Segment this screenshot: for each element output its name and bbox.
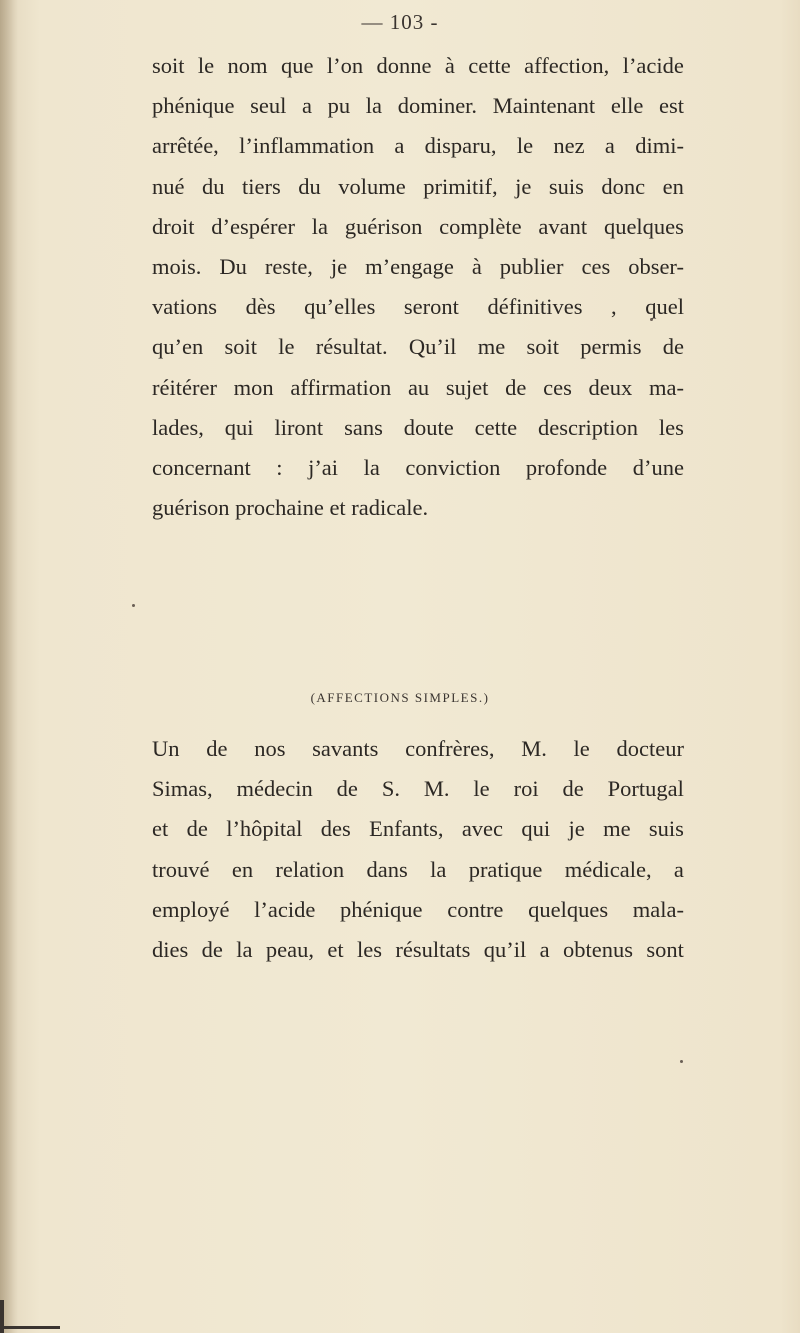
- word: le: [516, 133, 534, 159]
- word: docteur: [616, 736, 684, 761]
- word: liront: [274, 414, 324, 440]
- word: et: [327, 936, 344, 962]
- word: conviction: [405, 454, 501, 480]
- word: obser-: [628, 253, 684, 279]
- word: d’une: [632, 454, 684, 480]
- word: obtenus: [562, 936, 633, 962]
- word: nez: [553, 133, 585, 159]
- word: l’inflammation: [239, 133, 375, 159]
- word: le: [473, 776, 490, 802]
- word: suis: [648, 816, 684, 842]
- word: qu’elles: [304, 294, 376, 320]
- word: Simas,: [152, 776, 213, 802]
- word: affection,: [524, 53, 610, 78]
- word: lades,: [152, 414, 204, 440]
- word: donc: [601, 173, 646, 199]
- word: l’on: [326, 53, 364, 78]
- word: M.: [521, 736, 547, 761]
- word: donne: [376, 53, 432, 78]
- word: a: [604, 133, 615, 159]
- text-line: [152, 247, 684, 287]
- word: résultat.: [315, 334, 388, 360]
- word: de: [201, 936, 223, 962]
- word: phénique: [152, 93, 235, 119]
- word: roi: [513, 776, 539, 802]
- word: de: [662, 334, 684, 360]
- text-line: [152, 167, 684, 207]
- word: affirmation: [290, 374, 392, 400]
- word: a: [673, 856, 684, 882]
- word: permis: [580, 334, 642, 360]
- word: dimi-: [635, 133, 684, 159]
- word: description: [538, 414, 639, 440]
- word: relation: [275, 856, 345, 882]
- word: sont: [646, 936, 684, 962]
- word: dies: [152, 936, 189, 962]
- text-line: [152, 408, 684, 448]
- word: le: [278, 334, 295, 360]
- text-line: [152, 86, 684, 126]
- text-line: [152, 287, 684, 327]
- word: :: [276, 454, 283, 480]
- word: peau,: [265, 936, 314, 962]
- word: de: [206, 736, 228, 761]
- word: en: [662, 173, 684, 199]
- text-line: [152, 850, 684, 890]
- word: la: [365, 93, 383, 119]
- word: que: [280, 53, 314, 78]
- paper-speck: [132, 604, 135, 607]
- word: je: [330, 253, 348, 279]
- word: réitérer: [152, 374, 217, 400]
- word: Du: [219, 253, 247, 279]
- word: seront: [403, 294, 459, 320]
- word: vations: [152, 294, 217, 320]
- word: elle: [610, 93, 644, 119]
- word: primitif,: [423, 173, 498, 199]
- word: me: [477, 334, 506, 360]
- word: à: [471, 253, 482, 279]
- word: les: [356, 936, 382, 962]
- text-line: [152, 126, 684, 166]
- word: la: [363, 454, 380, 480]
- word: reste,: [264, 253, 313, 279]
- word: qu’en: [152, 334, 204, 360]
- word: d’espérer: [211, 213, 295, 239]
- word: l’acide: [622, 53, 684, 78]
- word: de: [505, 374, 527, 400]
- word: dans: [366, 856, 408, 882]
- word: sans: [344, 414, 383, 440]
- word: arrêtée,: [152, 133, 219, 159]
- word: soit: [224, 334, 258, 360]
- word: de: [336, 776, 358, 802]
- word: tiers: [242, 173, 281, 199]
- word: pratique: [468, 856, 543, 882]
- word: quelques: [603, 213, 684, 239]
- page-number: — 103 -: [361, 10, 439, 34]
- word: ces: [543, 374, 572, 400]
- word: nos: [254, 736, 286, 761]
- word: deux: [588, 374, 633, 400]
- section-heading: (AFFECTIONS SIMPLES.): [310, 690, 490, 705]
- word: cette: [468, 53, 511, 78]
- word: Portugal: [607, 776, 684, 802]
- text-line: [152, 769, 684, 809]
- word: a: [302, 93, 313, 119]
- word: quelques: [528, 896, 609, 922]
- word: contre: [447, 896, 504, 922]
- text-line: [152, 890, 684, 930]
- word: nom: [227, 53, 268, 78]
- word: sujet: [445, 374, 489, 400]
- word: m’engage: [365, 253, 454, 279]
- word: pu: [327, 93, 351, 119]
- word: de: [186, 816, 208, 842]
- word: soit: [152, 53, 185, 78]
- text-line: [152, 729, 684, 769]
- word: phénique: [340, 896, 423, 922]
- word: je: [515, 173, 532, 199]
- word: la: [311, 213, 329, 239]
- word: le: [197, 53, 215, 78]
- word: M.: [423, 776, 450, 802]
- word: savants: [312, 736, 379, 761]
- word: suis: [548, 173, 584, 199]
- word: profonde: [525, 454, 608, 480]
- word: avec: [461, 816, 504, 842]
- word: en: [231, 856, 254, 882]
- word: concernant: [152, 454, 251, 480]
- word: qu’il: [483, 936, 527, 962]
- word: mois.: [152, 253, 202, 279]
- word: du: [202, 173, 225, 199]
- word: cette: [474, 414, 518, 440]
- text-line: guérison prochaine et radicale.: [152, 495, 429, 521]
- word: confrères,: [405, 736, 495, 761]
- word: S.: [381, 776, 400, 802]
- word: droit: [152, 213, 195, 239]
- word: qui: [224, 414, 254, 440]
- text-line: [152, 930, 684, 970]
- word: mon: [233, 374, 274, 400]
- word: dès: [245, 294, 276, 320]
- word: a: [394, 133, 405, 159]
- bottom-edge-mark: [0, 1326, 60, 1329]
- word: médecin: [236, 776, 313, 802]
- word: publier: [499, 253, 564, 279]
- text-line: [152, 448, 684, 488]
- word: le: [573, 736, 590, 761]
- word: au: [407, 374, 430, 400]
- word: est: [658, 93, 684, 119]
- word: trouvé: [152, 856, 210, 882]
- text-line: [152, 809, 684, 849]
- text-line: [152, 368, 684, 408]
- word: résultats: [395, 936, 471, 962]
- word: quel: [645, 294, 684, 320]
- word: Qu’il: [408, 334, 457, 360]
- word: à: [444, 53, 455, 78]
- word: du: [298, 173, 321, 199]
- text-line: [152, 46, 684, 86]
- word: mala-: [632, 896, 684, 922]
- word: seul: [250, 93, 287, 119]
- word: je: [568, 816, 585, 842]
- word: complète: [439, 213, 522, 239]
- word: disparu,: [424, 133, 497, 159]
- word: nué: [152, 173, 185, 199]
- text-line: [152, 327, 684, 367]
- spine-shadow: [0, 0, 18, 1333]
- text-line: [152, 207, 684, 247]
- word: Maintenant: [492, 93, 596, 119]
- word: me: [603, 816, 631, 842]
- word: Enfants,: [369, 816, 444, 842]
- word: l’hôpital: [226, 816, 303, 842]
- word: Un: [152, 736, 180, 761]
- word: dominer.: [397, 93, 478, 119]
- word: la: [236, 936, 253, 962]
- word: des: [320, 816, 351, 842]
- word: définitives: [487, 294, 583, 320]
- word: qui: [521, 816, 551, 842]
- word: employé: [152, 896, 230, 922]
- word: ma-: [649, 374, 684, 400]
- word: la: [430, 856, 447, 882]
- word: ,: [611, 294, 617, 320]
- word: j’ai: [308, 454, 339, 480]
- word: a: [539, 936, 550, 962]
- paragraph-continued: [152, 46, 684, 528]
- word: avant: [538, 213, 588, 239]
- word: les: [658, 414, 684, 440]
- word: médicale,: [564, 856, 652, 882]
- word: de: [562, 776, 584, 802]
- paragraph-new-section: [152, 729, 684, 970]
- word: et: [152, 816, 169, 842]
- word: soit: [526, 334, 559, 360]
- word: guérison: [344, 213, 423, 239]
- word: l’acide: [254, 896, 316, 922]
- paper-speck: [680, 1060, 683, 1063]
- word: volume: [338, 173, 406, 199]
- word: ces: [581, 253, 611, 279]
- word: doute: [403, 414, 454, 440]
